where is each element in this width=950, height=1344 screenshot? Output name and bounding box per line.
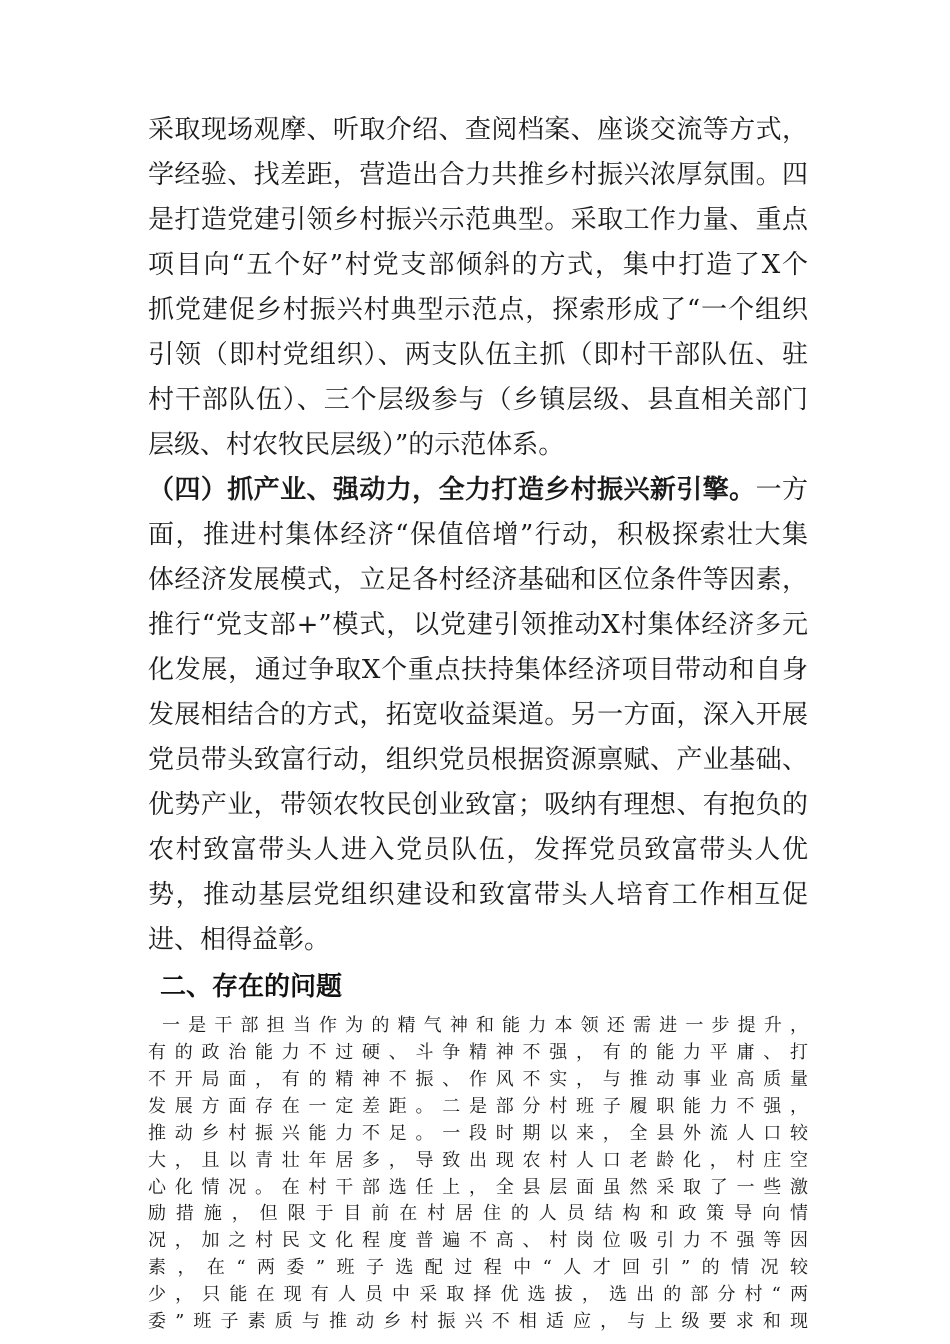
paragraph-3-line: 一是干部担当作为的精气神和能力本领还需进一步提升，	[162, 1015, 808, 1036]
paragraph-2-line: 农村致富带头人进入党员队伍，发挥党员致富带头人优	[148, 835, 808, 865]
paragraph-2-line: 进、相得益彰。	[148, 925, 331, 955]
section-heading: 二、存在的问题	[160, 972, 343, 1002]
paragraph-3-line: 素，在“两委”班子选配过程中“人才回引”的情况较	[148, 1257, 808, 1279]
paragraph-2-line: 势，推动基层党组织建设和致富带头人培育工作相互促	[148, 880, 808, 910]
paragraph-1-line: 项目向“五个好”村党支部倾斜的方式，集中打造了X个	[148, 250, 808, 280]
paragraph-3-line: 心化情况。在村干部选任上，全县层面虽然采取了一些激	[148, 1176, 808, 1198]
paragraph-3-line: 发展方面存在一定差距。二是部分村班子履职能力不强，	[148, 1095, 808, 1117]
paragraph-3-line: 有的政治能力不过硬、斗争精神不强，有的能力平庸、打	[148, 1041, 808, 1063]
paragraph-1-line: 学经验、找差距，营造出合力共推乡村振兴浓厚氛围。四	[148, 160, 808, 190]
paragraph-3-line: 况，加之村民文化程度普遍不高、村岗位吸引力不强等因	[148, 1230, 808, 1252]
paragraph-3-line: 不开局面，有的精神不振、作风不实，与推动事业高质量	[148, 1068, 808, 1090]
paragraph-2-heading: （四）抓产业、强动力，全力打造乡村振兴新引擎。	[148, 475, 756, 505]
paragraph-3-line: 少，只能在现有人员中采取择优选拔，选出的部分村“两	[148, 1284, 808, 1306]
paragraph-1-line: 层级、村农牧民层级）”的示范体系。	[148, 430, 565, 460]
paragraph-2-first-line	[148, 471, 808, 509]
paragraph-2-line: 党员带头致富行动，组织党员根据资源禀赋、产业基础、	[148, 745, 808, 775]
paragraph-2-line: 化发展，通过争取X个重点扶持集体经济项目带动和自身	[148, 655, 808, 685]
paragraph-1-line: 是打造党建引领乡村振兴示范典型。采取工作力量、重点	[148, 205, 808, 235]
paragraph-2-line: 面，推进村集体经济“保值倍增”行动，积极探索壮大集	[148, 520, 808, 550]
paragraph-1-line: 引领（即村党组织）、两支队伍主抓（即村干部队伍、驻	[148, 340, 808, 370]
paragraph-2-line: 推行“党支部+”模式，以党建引领推动X村集体经济多元	[148, 610, 808, 640]
paragraph-2-first-line-rest: 一方	[755, 475, 808, 505]
paragraph-1-line: 抓党建促乡村振兴村典型示范点，探索形成了“一个组织	[148, 295, 808, 325]
paragraph-3-line: 委”班子素质与推动乡村振兴不相适应，与上级要求和现	[148, 1311, 808, 1333]
paragraph-2-line: 发展相结合的方式，拓宽收益渠道。另一方面，深入开展	[148, 700, 808, 730]
paragraph-1-line: 村干部队伍）、三个层级参与（乡镇层级、县直相关部门	[148, 385, 808, 415]
paragraph-3-line: 推动乡村振兴能力不足。一段时期以来，全县外流人口较	[148, 1122, 808, 1144]
paragraph-2-line: 优势产业，带领农牧民创业致富；吸纳有理想、有抱负的	[148, 790, 808, 820]
paragraph-1-line: 采取现场观摩、听取介绍、查阅档案、座谈交流等方式，	[148, 115, 808, 145]
paragraph-3-line: 励措施，但限于目前在村居住的人员结构和政策导向情	[148, 1203, 808, 1225]
paragraph-3-line: 大，且以青壮年居多，导致出现农村人口老龄化，村庄空	[148, 1149, 808, 1171]
paragraph-2-line: 体经济发展模式，立足各村经济基础和区位条件等因素，	[148, 565, 808, 595]
